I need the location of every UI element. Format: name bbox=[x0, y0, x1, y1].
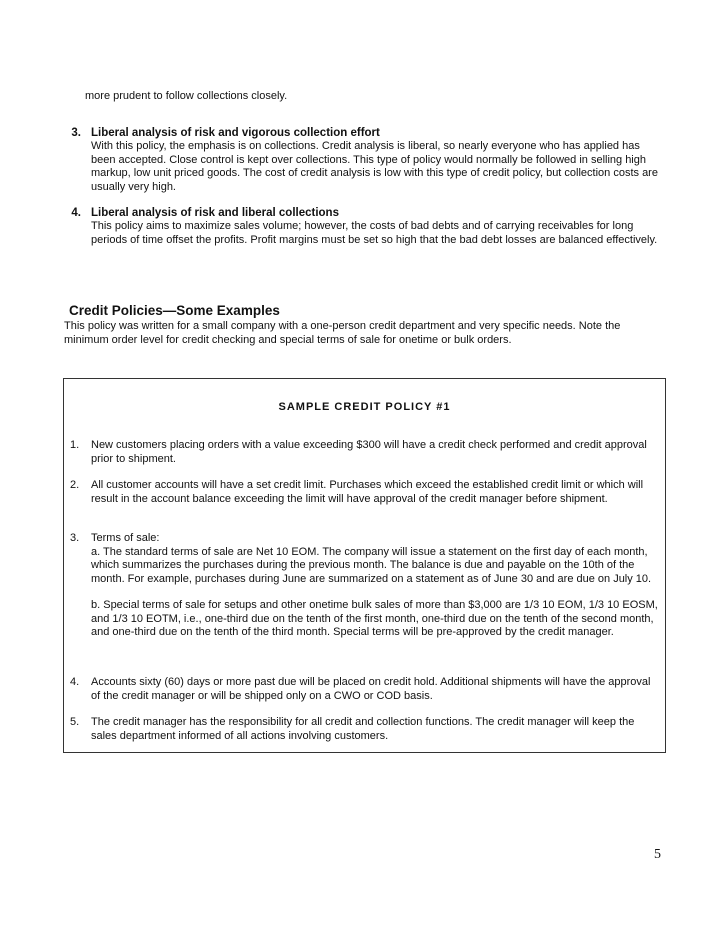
policy-subparagraph-b: b. Special terms of sale for setups and other onetime bulk sales of more than $3,000 are 1/3 10 EOM, 1/3 10 EOSM, and 1/3 10 EOTM, i.e., one-third due on the tenth of the first month, one-third due on the tenth of the second month, and one-third due on the tenth of the third month. Special terms will be pre-approved by the credit manager. bbox=[91, 599, 658, 638]
policy-text: New customers placing orders with a value exceeding $300 will have a credit check performed and credit approval prior to shipment. bbox=[91, 439, 647, 465]
sample-policy-box bbox=[63, 378, 666, 753]
list-item-4 bbox=[67, 206, 667, 247]
item-heading bbox=[67, 206, 667, 220]
item-number: 3. bbox=[71, 127, 81, 139]
item-body: With this policy, the emphasis is on collections. Credit analysis is liberal, so nearly everyone who has applied has been accepted. Close control is kept over collections. This type of policy would normally be followed in selling high markup, low unit priced goods. The cost of credit analysis is low with this type of credit policy, but collection costs are usually very high. bbox=[91, 140, 658, 193]
policy-number: 3. bbox=[70, 532, 80, 544]
item-number: 4. bbox=[71, 207, 81, 219]
continuation-text: more prudent to follow collections closely. bbox=[85, 90, 288, 102]
policy-subparagraph-a: a. The standard terms of sale are Net 10 EOM. The company will issue a statement on the first day of each month, which summarizes the purchases during the previous month. The balance is due and payable on the 10th of the month. For example, purchases during June are summarized on a statement as of June 30 and are due on July 10. bbox=[91, 545, 652, 585]
policy-item-5 bbox=[70, 716, 660, 743]
policy-text: The credit manager has the responsibility for all credit and collection functions. The credit manager will keep the sales department informed of all actions involving customers. bbox=[91, 716, 635, 742]
item-body: This policy aims to maximize sales volume; however, the costs of bad debts and of carrying receivables for long periods of time offset the profits. Profit margins must be set so high that the bad debt losses are balanced effectively. bbox=[91, 220, 658, 246]
policy-number: 1. bbox=[70, 439, 80, 451]
policy-number: 4. bbox=[70, 676, 80, 688]
item-heading-text: Liberal analysis of risk and vigorous collection effort bbox=[91, 127, 380, 139]
page-number: 5 bbox=[654, 847, 661, 862]
policy-number: 5. bbox=[70, 716, 80, 728]
sample-policy-title: SAMPLE CREDIT POLICY #1 bbox=[278, 401, 451, 413]
section-intro: This policy was written for a small company with a one-person credit department and very specific needs. Note the minimum order level for credit checking and special terms of sale for onetime or bulk orders. bbox=[64, 320, 621, 346]
policy-item-4 bbox=[70, 676, 660, 703]
policy-item-3 bbox=[70, 532, 660, 640]
policy-item-1 bbox=[70, 439, 660, 466]
list-item-3 bbox=[67, 126, 667, 194]
item-heading-text: Liberal analysis of risk and liberal collections bbox=[91, 207, 339, 219]
policy-item-2 bbox=[70, 479, 660, 506]
policy-text: All customer accounts will have a set credit limit. Purchases which exceed the established credit limit or which will result in the account balance exceeding the limit will have approval of the credit manager before shipment. bbox=[91, 479, 644, 505]
section-title: Credit Policies—Some Examples bbox=[69, 303, 280, 318]
policy-number: 2. bbox=[70, 479, 80, 491]
policy-text: Terms of sale: bbox=[91, 532, 160, 544]
policy-text: Accounts sixty (60) days or more past due will be placed on credit hold. Additional shipments will have the approval of the credit manager or will be shipped only on a CWO or COD basis. bbox=[91, 676, 651, 702]
item-heading bbox=[67, 126, 667, 140]
